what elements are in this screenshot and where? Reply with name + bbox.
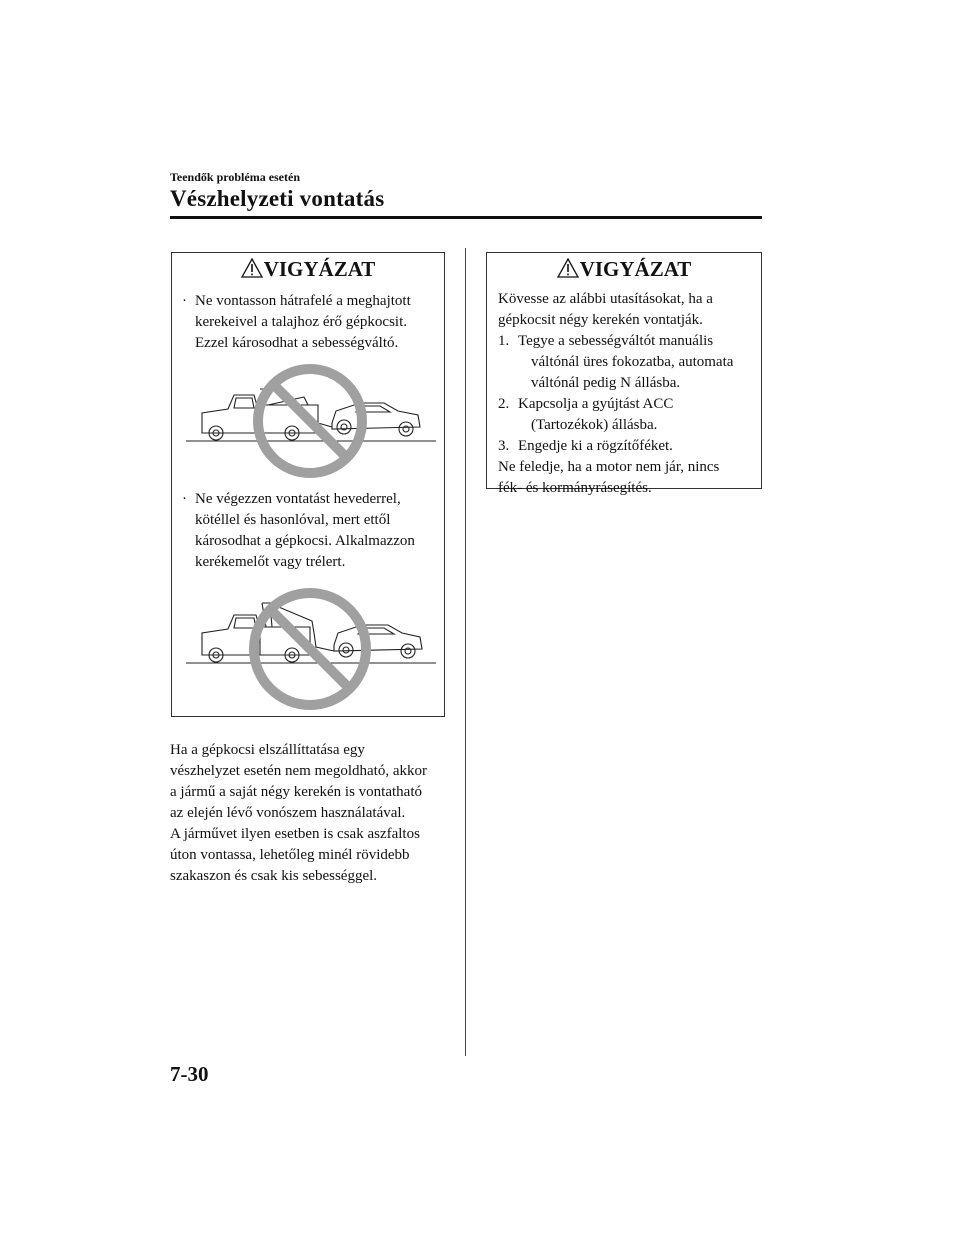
section-label: Teendők probléma esetén — [170, 170, 301, 184]
step-item — [498, 436, 753, 457]
column-divider — [465, 248, 466, 1056]
warning-triangle-icon — [241, 258, 263, 278]
text-line: károsodhat a gépkocsi. Alkalmazzon — [195, 533, 415, 549]
title-rule — [170, 216, 762, 219]
text-line: Kapcsolja a gyújtást ACC — [518, 396, 674, 412]
step-number: 1. — [498, 333, 510, 349]
text-line: kerékemelőt vagy trélert. — [195, 554, 346, 570]
bullet-dot: · — [182, 293, 187, 309]
text-line: váltónál pedig N állásba. — [531, 375, 681, 391]
warning-heading-text: VIGYÁZAT — [263, 257, 376, 281]
text-line: vészhelyzet esetén nem megoldható, akkor — [170, 763, 427, 779]
text-line: kötéllel és hasonlóval, mert ettől — [195, 512, 391, 528]
text-line: Tegye a sebességváltót manuális — [518, 333, 714, 349]
text-line: a jármű a saját négy kerekén is vontatható — [170, 784, 422, 800]
text-line: gépkocsit négy kerekén vontatják. — [498, 312, 703, 328]
main-paragraph — [170, 740, 450, 887]
text-line: szakaszon és csak kis sebességgel. — [170, 868, 378, 884]
text-line: Ne vontasson hátrafelé a meghajtott — [195, 293, 411, 309]
text-line: Ezzel károsodhat a sebességváltó. — [195, 335, 399, 351]
text-line: váltónál üres fokozatba, automata — [531, 354, 734, 370]
text-line: Ne feledje, ha a motor nem jár, nincs — [498, 459, 720, 475]
step-item — [498, 331, 753, 394]
text-line: Kövesse az alábbi utasításokat, ha a — [498, 291, 713, 307]
text-line: A járművet ilyen esetben is csak aszfaltos — [170, 826, 420, 842]
towing-strap-illustration — [184, 583, 438, 711]
warning-heading — [487, 257, 761, 282]
text-line: Ha a gépkocsi elszállíttatása egy — [170, 742, 365, 758]
page-number: 7-30 — [170, 1062, 209, 1086]
text-line: Engedje ki a rögzítőféket. — [518, 438, 673, 454]
page-title: Vészhelyzeti vontatás — [170, 186, 385, 211]
towing-reverse-illustration — [184, 363, 438, 483]
text-line: kerekeivel a talajhoz érő gépkocsit. — [195, 314, 407, 330]
text-line: fék- és kormányrásegítés. — [498, 480, 652, 496]
warning-bullet-2 — [172, 489, 436, 573]
text-line: Ne végezzen vontatást hevederrel, — [195, 491, 401, 507]
text-line: úton vontassa, lehetőleg minél rövidebb — [170, 847, 410, 863]
warning-bullet-1 — [172, 291, 436, 354]
warning-heading-text: VIGYÁZAT — [579, 257, 692, 281]
warning-triangle-icon — [557, 258, 579, 278]
step-item — [498, 394, 753, 436]
text-line: (Tartozékok) állásba. — [531, 417, 658, 433]
text-line: az elején lévő vonószem használatával. — [170, 805, 406, 821]
step-number: 3. — [498, 438, 510, 454]
warning-heading — [172, 257, 444, 282]
warning-body — [498, 289, 753, 499]
step-number: 2. — [498, 396, 510, 412]
warning-box-left — [171, 252, 445, 717]
warning-box-right — [486, 252, 762, 496]
bullet-dot: · — [182, 491, 187, 507]
